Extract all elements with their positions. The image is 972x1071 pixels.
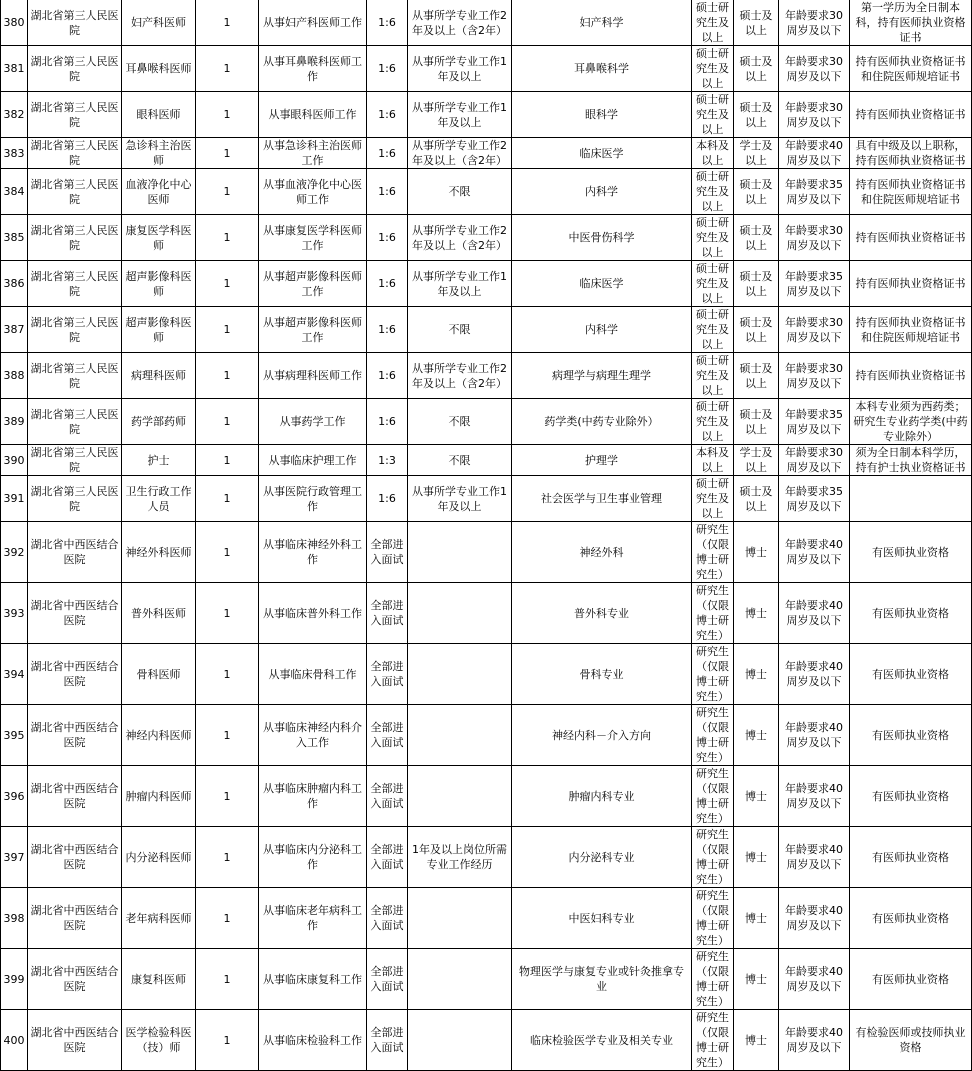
cell-count: 1 — [196, 399, 259, 445]
cell-exp — [408, 1010, 512, 1071]
cell-post: 妇产科医师 — [122, 0, 196, 46]
cell-no: 399 — [1, 949, 28, 1010]
cell-age: 年龄要求30周岁及以下 — [779, 92, 850, 138]
cell-major: 骨科专业 — [512, 644, 692, 705]
cell-age: 年龄要求30周岁及以下 — [779, 0, 850, 46]
cell-unit: 湖北省中西医结合医院 — [28, 705, 122, 766]
cell-no: 389 — [1, 399, 28, 445]
cell-degree: 博士 — [734, 644, 779, 705]
cell-edu: 研究生（仅限博士研究生） — [692, 705, 734, 766]
cell-age: 年龄要求35周岁及以下 — [779, 476, 850, 522]
cell-unit: 湖北省第三人民医院 — [28, 476, 122, 522]
cell-no: 393 — [1, 583, 28, 644]
table-row — [1, 169, 972, 215]
cell-edu: 硕士研究生及以上 — [692, 399, 734, 445]
cell-no: 392 — [1, 522, 28, 583]
cell-age: 年龄要求40周岁及以下 — [779, 949, 850, 1010]
cell-edu: 本科及以上 — [692, 138, 734, 169]
cell-unit: 湖北省第三人民医院 — [28, 307, 122, 353]
cell-unit: 湖北省中西医结合医院 — [28, 888, 122, 949]
cell-count: 1 — [196, 92, 259, 138]
cell-other: 有医师执业资格 — [850, 827, 972, 888]
table-row — [1, 888, 972, 949]
table-row — [1, 949, 972, 1010]
cell-duty: 从事血液净化中心医师工作 — [259, 169, 367, 215]
cell-duty: 从事医院行政管理工作 — [259, 476, 367, 522]
cell-unit: 湖北省中西医结合医院 — [28, 827, 122, 888]
cell-no: 388 — [1, 353, 28, 399]
table-row — [1, 522, 972, 583]
cell-post: 病理科医师 — [122, 353, 196, 399]
cell-count: 1 — [196, 169, 259, 215]
cell-exp — [408, 644, 512, 705]
cell-major: 临床检验医学专业及相关专业 — [512, 1010, 692, 1071]
cell-exp: 从事所学专业工作1年及以上 — [408, 476, 512, 522]
cell-ratio: 1:6 — [367, 307, 408, 353]
cell-degree: 硕士及以上 — [734, 261, 779, 307]
cell-exp: 从事所学专业工作2年及以上（含2年） — [408, 353, 512, 399]
cell-edu: 研究生（仅限博士研究生） — [692, 888, 734, 949]
cell-age: 年龄要求30周岁及以下 — [779, 445, 850, 476]
cell-major: 普外科专业 — [512, 583, 692, 644]
cell-post: 耳鼻喉科医师 — [122, 46, 196, 92]
cell-degree: 硕士及以上 — [734, 353, 779, 399]
cell-exp: 从事所学专业工作2年及以上（含2年） — [408, 215, 512, 261]
cell-major: 内科学 — [512, 307, 692, 353]
cell-age: 年龄要求40周岁及以下 — [779, 705, 850, 766]
cell-other: 有医师执业资格 — [850, 644, 972, 705]
cell-ratio: 1:6 — [367, 169, 408, 215]
table-row — [1, 261, 972, 307]
cell-exp: 从事所学专业工作2年及以上（含2年） — [408, 0, 512, 46]
cell-degree: 硕士及以上 — [734, 92, 779, 138]
cell-exp — [408, 888, 512, 949]
table-row — [1, 445, 972, 476]
table-body — [1, 0, 972, 1071]
cell-no: 381 — [1, 46, 28, 92]
cell-unit: 湖北省第三人民医院 — [28, 261, 122, 307]
cell-no: 387 — [1, 307, 28, 353]
cell-exp — [408, 705, 512, 766]
cell-other: 持有医师执业资格证书和住院医师规培证书 — [850, 169, 972, 215]
cell-other: 持有医师执业资格证书和住院医师规培证书 — [850, 307, 972, 353]
cell-major: 神经内科－介入方向 — [512, 705, 692, 766]
cell-degree: 硕士及以上 — [734, 169, 779, 215]
cell-exp: 不限 — [408, 169, 512, 215]
cell-duty: 从事临床内分泌科工作 — [259, 827, 367, 888]
cell-exp: 从事所学专业工作1年及以上 — [408, 261, 512, 307]
cell-post: 肿瘤内科医师 — [122, 766, 196, 827]
cell-other: 有医师执业资格 — [850, 705, 972, 766]
cell-degree: 博士 — [734, 705, 779, 766]
cell-degree: 学士及以上 — [734, 445, 779, 476]
cell-other: 具有中级及以上职称，持有医师执业资格证书 — [850, 138, 972, 169]
cell-edu: 硕士研究生及以上 — [692, 46, 734, 92]
cell-exp — [408, 949, 512, 1010]
cell-major: 药学类(中药专业除外） — [512, 399, 692, 445]
cell-ratio: 全部进入面试 — [367, 583, 408, 644]
cell-no: 400 — [1, 1010, 28, 1071]
cell-ratio: 1:6 — [367, 46, 408, 92]
cell-unit: 湖北省中西医结合医院 — [28, 522, 122, 583]
table-row — [1, 399, 972, 445]
cell-edu: 研究生（仅限博士研究生） — [692, 766, 734, 827]
cell-exp: 从事所学专业工作1年及以上 — [408, 46, 512, 92]
cell-duty: 从事临床肿瘤内科工作 — [259, 766, 367, 827]
cell-count: 1 — [196, 705, 259, 766]
cell-age: 年龄要求40周岁及以下 — [779, 138, 850, 169]
cell-unit: 湖北省中西医结合医院 — [28, 644, 122, 705]
cell-major: 物理医学与康复专业或针灸推拿专业 — [512, 949, 692, 1010]
cell-major: 内分泌科专业 — [512, 827, 692, 888]
cell-age: 年龄要求40周岁及以下 — [779, 583, 850, 644]
cell-edu: 硕士研究生及以上 — [692, 0, 734, 46]
cell-other: 持有医师执业资格证书和住院医师规培证书 — [850, 46, 972, 92]
cell-unit: 湖北省第三人民医院 — [28, 138, 122, 169]
cell-post: 内分泌科医师 — [122, 827, 196, 888]
cell-age: 年龄要求40周岁及以下 — [779, 766, 850, 827]
cell-unit: 湖北省中西医结合医院 — [28, 949, 122, 1010]
cell-edu: 硕士研究生及以上 — [692, 476, 734, 522]
cell-major: 肿瘤内科专业 — [512, 766, 692, 827]
cell-degree: 博士 — [734, 888, 779, 949]
cell-exp: 不限 — [408, 445, 512, 476]
cell-exp: 不限 — [408, 307, 512, 353]
cell-ratio: 全部进入面试 — [367, 522, 408, 583]
cell-exp: 从事所学专业工作2年及以上（含2年） — [408, 138, 512, 169]
cell-ratio: 1:6 — [367, 0, 408, 46]
cell-ratio: 1:6 — [367, 353, 408, 399]
cell-age: 年龄要求40周岁及以下 — [779, 644, 850, 705]
cell-degree: 博士 — [734, 827, 779, 888]
cell-duty: 从事超声影像科医师工作 — [259, 307, 367, 353]
cell-unit: 湖北省第三人民医院 — [28, 353, 122, 399]
table-row — [1, 1010, 972, 1071]
cell-unit: 湖北省第三人民医院 — [28, 445, 122, 476]
cell-major: 妇产科学 — [512, 0, 692, 46]
cell-count: 1 — [196, 522, 259, 583]
cell-ratio: 全部进入面试 — [367, 827, 408, 888]
cell-degree: 硕士及以上 — [734, 0, 779, 46]
cell-other: 本科专业须为西药类；研究生专业药学类(中药专业除外） — [850, 399, 972, 445]
table-row — [1, 46, 972, 92]
cell-unit: 湖北省中西医结合医院 — [28, 583, 122, 644]
cell-no: 390 — [1, 445, 28, 476]
cell-other: 须为全日制本科学历，持有护士执业资格证书 — [850, 445, 972, 476]
cell-other: 有医师执业资格 — [850, 949, 972, 1010]
cell-duty: 从事临床骨科工作 — [259, 644, 367, 705]
cell-degree: 学士及以上 — [734, 138, 779, 169]
cell-degree: 博士 — [734, 766, 779, 827]
cell-duty: 从事临床神经内科介入工作 — [259, 705, 367, 766]
cell-degree: 博士 — [734, 583, 779, 644]
cell-post: 血液净化中心医师 — [122, 169, 196, 215]
cell-age: 年龄要求40周岁及以下 — [779, 827, 850, 888]
cell-unit: 湖北省第三人民医院 — [28, 46, 122, 92]
cell-edu: 硕士研究生及以上 — [692, 215, 734, 261]
cell-ratio: 全部进入面试 — [367, 766, 408, 827]
cell-unit: 湖北省第三人民医院 — [28, 399, 122, 445]
cell-exp — [408, 766, 512, 827]
cell-major: 神经外科 — [512, 522, 692, 583]
cell-exp — [408, 583, 512, 644]
cell-other: 有检验医师或技师执业资格 — [850, 1010, 972, 1071]
cell-no: 396 — [1, 766, 28, 827]
cell-major: 眼科学 — [512, 92, 692, 138]
cell-edu: 研究生（仅限博士研究生） — [692, 644, 734, 705]
table-row — [1, 0, 972, 46]
cell-other: 持有医师执业资格证书 — [850, 92, 972, 138]
cell-no: 398 — [1, 888, 28, 949]
cell-count: 1 — [196, 644, 259, 705]
cell-no: 397 — [1, 827, 28, 888]
cell-count: 1 — [196, 0, 259, 46]
cell-major: 耳鼻喉科学 — [512, 46, 692, 92]
cell-degree: 硕士及以上 — [734, 46, 779, 92]
cell-count: 1 — [196, 445, 259, 476]
cell-age: 年龄要求35周岁及以下 — [779, 261, 850, 307]
cell-count: 1 — [196, 827, 259, 888]
cell-unit: 湖北省第三人民医院 — [28, 0, 122, 46]
cell-duty: 从事药学工作 — [259, 399, 367, 445]
cell-duty: 从事眼科医师工作 — [259, 92, 367, 138]
cell-ratio: 全部进入面试 — [367, 1010, 408, 1071]
cell-count: 1 — [196, 215, 259, 261]
cell-age: 年龄要求30周岁及以下 — [779, 307, 850, 353]
cell-age: 年龄要求30周岁及以下 — [779, 215, 850, 261]
table-row — [1, 705, 972, 766]
cell-degree: 硕士及以上 — [734, 215, 779, 261]
cell-major: 临床医学 — [512, 138, 692, 169]
cell-duty: 从事康复医学科医师工作 — [259, 215, 367, 261]
cell-count: 1 — [196, 1010, 259, 1071]
cell-edu: 研究生（仅限博士研究生） — [692, 827, 734, 888]
table-row — [1, 827, 972, 888]
cell-duty: 从事耳鼻喉科医师工作 — [259, 46, 367, 92]
cell-edu: 硕士研究生及以上 — [692, 307, 734, 353]
cell-degree: 硕士及以上 — [734, 307, 779, 353]
cell-duty: 从事临床康复科工作 — [259, 949, 367, 1010]
cell-duty: 从事临床检验科工作 — [259, 1010, 367, 1071]
cell-no: 382 — [1, 92, 28, 138]
cell-no: 384 — [1, 169, 28, 215]
cell-post: 超声影像科医师 — [122, 307, 196, 353]
cell-unit: 湖北省第三人民医院 — [28, 215, 122, 261]
cell-edu: 研究生（仅限博士研究生） — [692, 949, 734, 1010]
cell-exp: 1年及以上岗位所需专业工作经历 — [408, 827, 512, 888]
cell-other: 持有医师执业资格证书 — [850, 353, 972, 399]
cell-major: 病理学与病理生理学 — [512, 353, 692, 399]
cell-count: 1 — [196, 307, 259, 353]
cell-count: 1 — [196, 888, 259, 949]
cell-count: 1 — [196, 138, 259, 169]
table-row — [1, 583, 972, 644]
cell-edu: 硕士研究生及以上 — [692, 169, 734, 215]
cell-age: 年龄要求30周岁及以下 — [779, 353, 850, 399]
cell-ratio: 1:6 — [367, 476, 408, 522]
cell-age: 年龄要求40周岁及以下 — [779, 522, 850, 583]
cell-post: 药学部药师 — [122, 399, 196, 445]
cell-other: 有医师执业资格 — [850, 583, 972, 644]
cell-degree: 硕士及以上 — [734, 476, 779, 522]
cell-edu: 研究生（仅限博士研究生） — [692, 522, 734, 583]
table-row — [1, 138, 972, 169]
cell-post: 神经外科医师 — [122, 522, 196, 583]
cell-post: 超声影像科医师 — [122, 261, 196, 307]
cell-other: 有医师执业资格 — [850, 888, 972, 949]
cell-unit: 湖北省第三人民医院 — [28, 92, 122, 138]
cell-ratio: 1:6 — [367, 399, 408, 445]
table-row — [1, 353, 972, 399]
cell-count: 1 — [196, 476, 259, 522]
cell-duty: 从事临床老年病科工作 — [259, 888, 367, 949]
cell-duty: 从事超声影像科医师工作 — [259, 261, 367, 307]
table-row — [1, 766, 972, 827]
cell-ratio: 全部进入面试 — [367, 888, 408, 949]
cell-count: 1 — [196, 353, 259, 399]
cell-age: 年龄要求30周岁及以下 — [779, 46, 850, 92]
cell-duty: 从事妇产科医师工作 — [259, 0, 367, 46]
table-row — [1, 476, 972, 522]
cell-age: 年龄要求40周岁及以下 — [779, 1010, 850, 1071]
table-row — [1, 307, 972, 353]
cell-post: 急诊科主治医师 — [122, 138, 196, 169]
cell-no: 380 — [1, 0, 28, 46]
cell-edu: 硕士研究生及以上 — [692, 353, 734, 399]
cell-ratio: 全部进入面试 — [367, 644, 408, 705]
cell-no: 394 — [1, 644, 28, 705]
cell-no: 395 — [1, 705, 28, 766]
cell-post: 眼科医师 — [122, 92, 196, 138]
cell-ratio: 1:3 — [367, 445, 408, 476]
cell-other: 第一学历为全日制本科，持有医师执业资格证书 — [850, 0, 972, 46]
cell-edu: 研究生（仅限博士研究生） — [692, 1010, 734, 1071]
cell-exp: 不限 — [408, 399, 512, 445]
cell-unit: 湖北省第三人民医院 — [28, 169, 122, 215]
cell-post: 医学检验科医（技）师 — [122, 1010, 196, 1071]
cell-age: 年龄要求35周岁及以下 — [779, 169, 850, 215]
cell-post: 卫生行政工作人员 — [122, 476, 196, 522]
cell-degree: 硕士及以上 — [734, 399, 779, 445]
cell-other: 持有医师执业资格证书 — [850, 261, 972, 307]
cell-ratio: 全部进入面试 — [367, 949, 408, 1010]
cell-count: 1 — [196, 261, 259, 307]
cell-degree: 博士 — [734, 1010, 779, 1071]
cell-other — [850, 476, 972, 522]
cell-edu: 本科及以上 — [692, 445, 734, 476]
cell-exp: 从事所学专业工作1年及以上 — [408, 92, 512, 138]
cell-post: 骨科医师 — [122, 644, 196, 705]
cell-exp — [408, 522, 512, 583]
cell-major: 内科学 — [512, 169, 692, 215]
cell-major: 护理学 — [512, 445, 692, 476]
cell-ratio: 1:6 — [367, 261, 408, 307]
table-row — [1, 215, 972, 261]
cell-no: 385 — [1, 215, 28, 261]
cell-duty: 从事临床护理工作 — [259, 445, 367, 476]
cell-duty: 从事急诊科主治医师工作 — [259, 138, 367, 169]
cell-other: 持有医师执业资格证书 — [850, 215, 972, 261]
cell-edu: 硕士研究生及以上 — [692, 261, 734, 307]
cell-major: 临床医学 — [512, 261, 692, 307]
cell-other: 有医师执业资格 — [850, 522, 972, 583]
table-row — [1, 92, 972, 138]
cell-major: 中医妇科专业 — [512, 888, 692, 949]
cell-ratio: 1:6 — [367, 92, 408, 138]
cell-ratio: 1:6 — [367, 138, 408, 169]
cell-edu: 硕士研究生及以上 — [692, 92, 734, 138]
cell-duty: 从事病理科医师工作 — [259, 353, 367, 399]
cell-no: 386 — [1, 261, 28, 307]
cell-post: 康复科医师 — [122, 949, 196, 1010]
cell-count: 1 — [196, 766, 259, 827]
cell-post: 老年病科医师 — [122, 888, 196, 949]
cell-count: 1 — [196, 583, 259, 644]
cell-post: 康复医学科医师 — [122, 215, 196, 261]
cell-count: 1 — [196, 46, 259, 92]
cell-other: 有医师执业资格 — [850, 766, 972, 827]
cell-duty: 从事临床普外科工作 — [259, 583, 367, 644]
cell-major: 中医骨伤科学 — [512, 215, 692, 261]
cell-unit: 湖北省中西医结合医院 — [28, 766, 122, 827]
cell-age: 年龄要求35周岁及以下 — [779, 399, 850, 445]
cell-ratio: 1:6 — [367, 215, 408, 261]
cell-no: 391 — [1, 476, 28, 522]
cell-age: 年龄要求40周岁及以下 — [779, 888, 850, 949]
cell-post: 护士 — [122, 445, 196, 476]
cell-post: 神经内科医师 — [122, 705, 196, 766]
cell-degree: 博士 — [734, 522, 779, 583]
cell-duty: 从事临床神经外科工作 — [259, 522, 367, 583]
table-row — [1, 644, 972, 705]
cell-no: 383 — [1, 138, 28, 169]
cell-post: 普外科医师 — [122, 583, 196, 644]
cell-ratio: 全部进入面试 — [367, 705, 408, 766]
cell-unit: 湖北省中西医结合医院 — [28, 1010, 122, 1071]
cell-edu: 研究生（仅限博士研究生） — [692, 583, 734, 644]
cell-degree: 博士 — [734, 949, 779, 1010]
cell-major: 社会医学与卫生事业管理 — [512, 476, 692, 522]
cell-count: 1 — [196, 949, 259, 1010]
